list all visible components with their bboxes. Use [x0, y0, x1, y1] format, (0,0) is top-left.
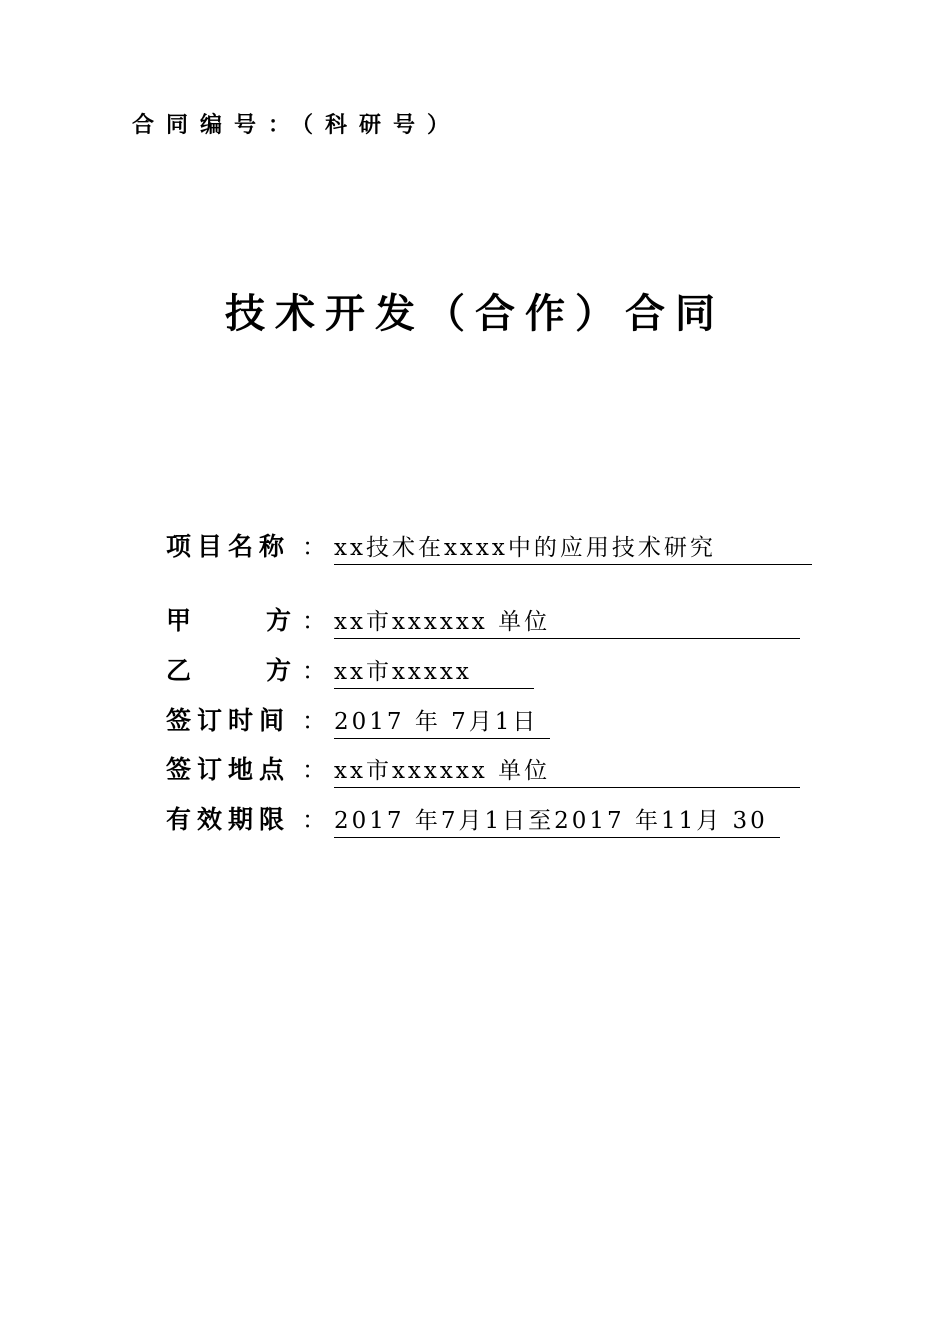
- party-b-colon: ：: [302, 657, 326, 685]
- validity-label: 有效期限: [166, 805, 291, 834]
- party-a-label-second: 方: [266, 606, 292, 635]
- validity-colon: ：: [302, 806, 326, 834]
- sign-place-value: xx市xxxxxx 单位: [334, 756, 800, 788]
- sign-date-label: 签订时间: [166, 706, 291, 735]
- project-name-colon: ：: [302, 533, 326, 561]
- sign-place-colon: ：: [302, 756, 326, 784]
- party-b-label-second: 方: [266, 656, 292, 685]
- party-a-value: xx市xxxxxx 单位: [334, 607, 800, 639]
- contract-number-label: 合同编号：（科研号）: [132, 113, 462, 138]
- party-a-colon: ：: [302, 607, 326, 635]
- sign-date-colon: ：: [302, 707, 326, 735]
- project-name-value: xx技术在xxxx中的应用技术研究: [334, 533, 812, 565]
- document-title: 技术开发（合作）合同: [225, 291, 725, 337]
- sign-date-value: 2017 年 7月1日: [334, 707, 550, 739]
- project-name-label: 项目名称: [166, 532, 291, 561]
- sign-place-label: 签订地点: [166, 755, 291, 784]
- validity-value: 2017 年7月1日至2017 年11月 30: [334, 806, 780, 838]
- party-a-label-first: 甲: [166, 606, 192, 635]
- party-b-value: xx市xxxxx: [334, 657, 534, 689]
- party-b-label-first: 乙: [166, 656, 192, 685]
